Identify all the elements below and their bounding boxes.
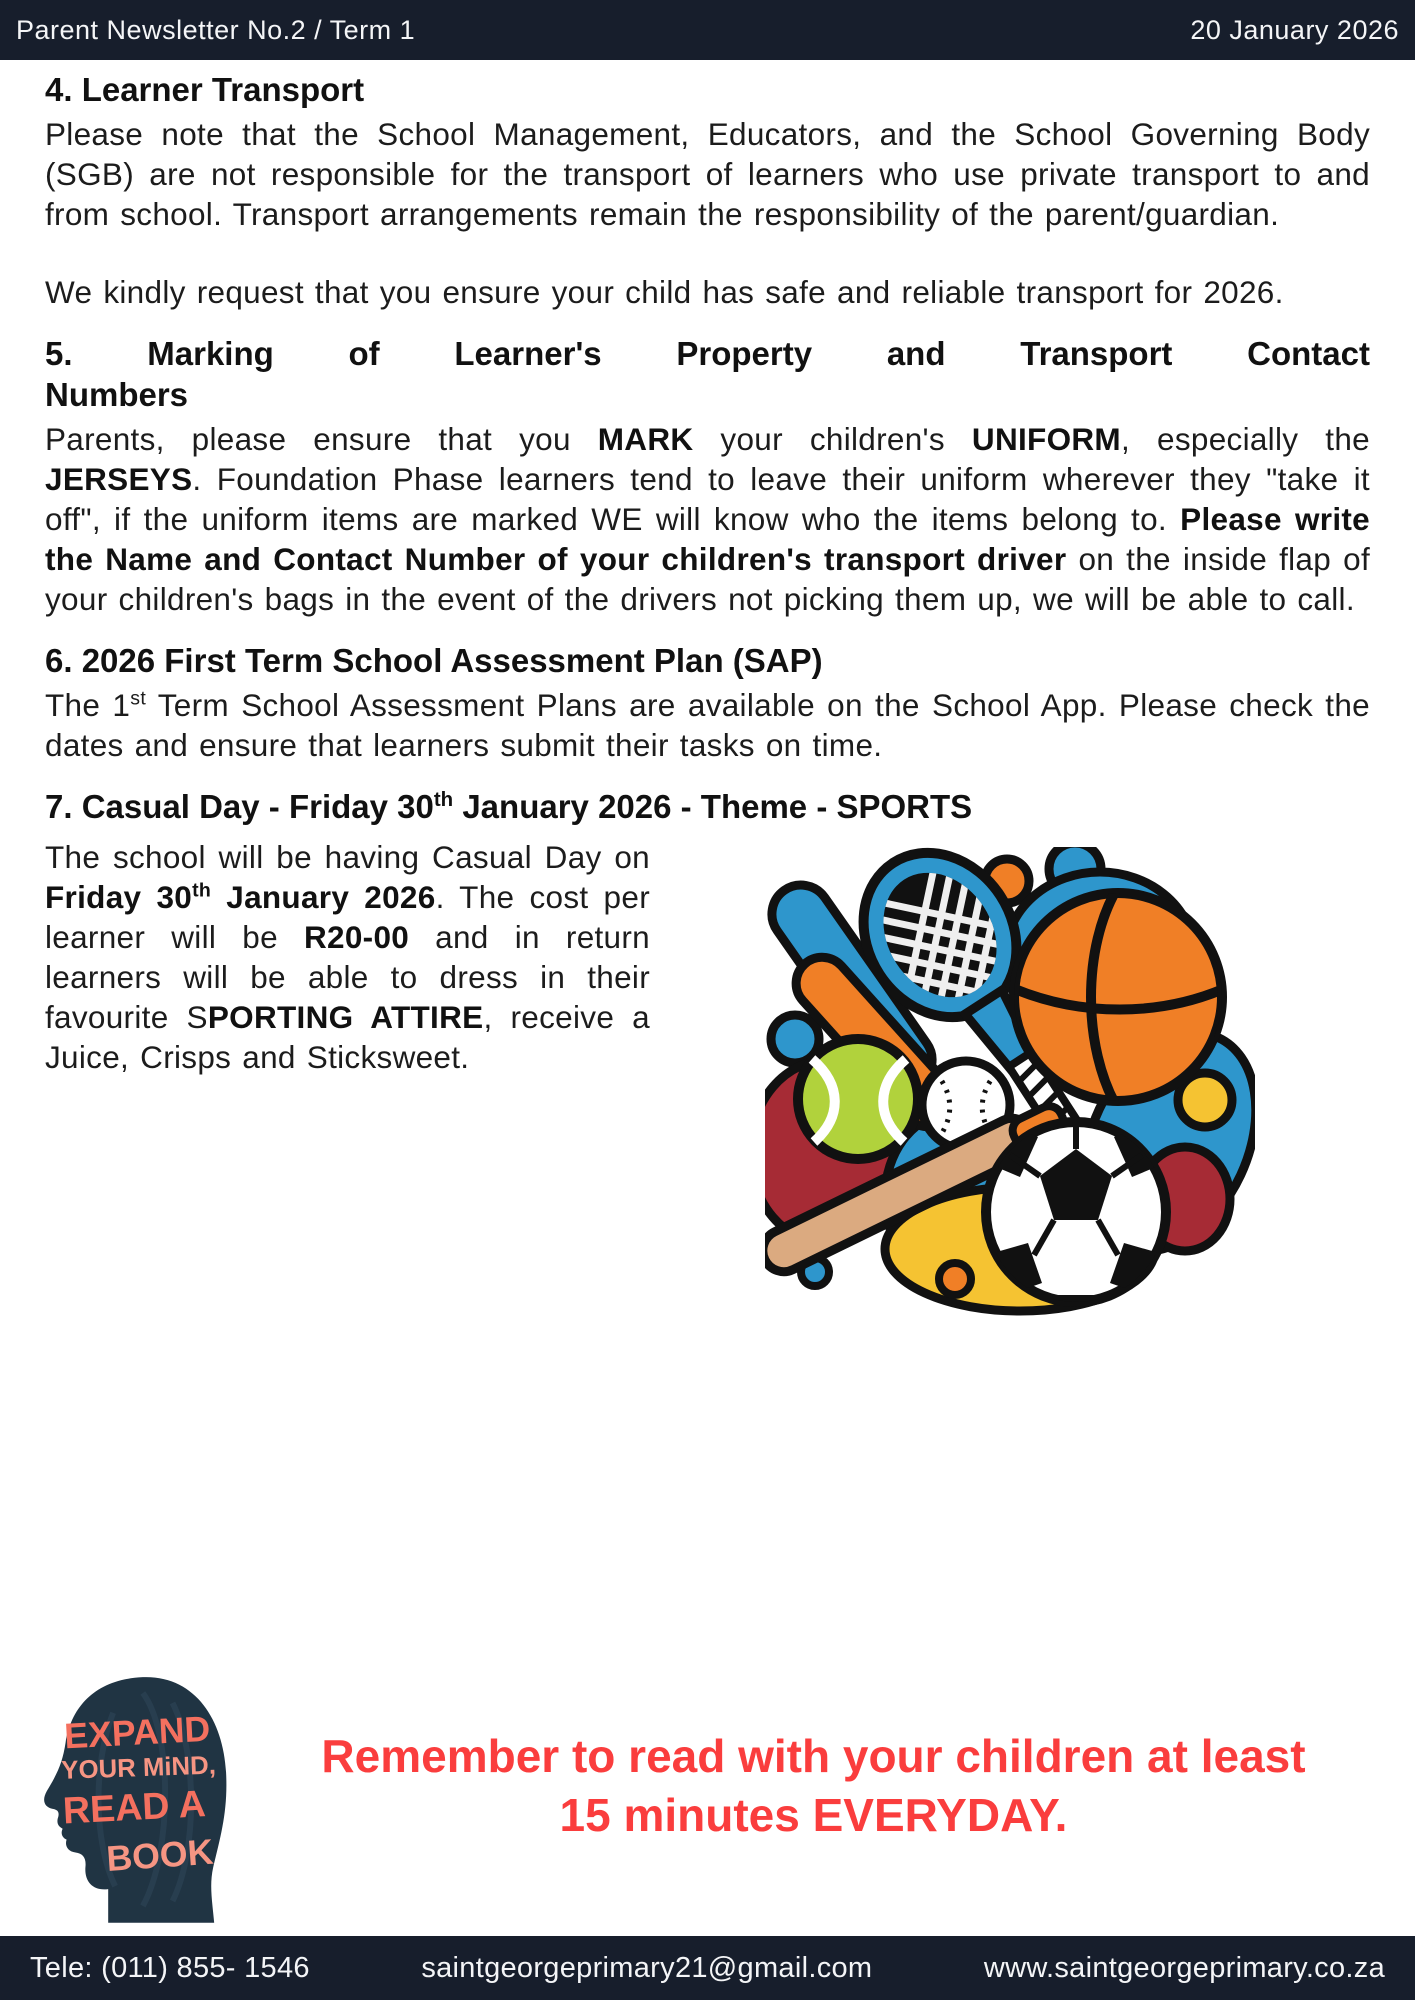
head-silhouette-svg <box>24 1673 232 1923</box>
paragraph: The 1st Term School Assessment Plans are available on the School App. Please check the dates and ensure that learners submit their tasks on time. <box>45 687 1370 763</box>
head-word-1: EXPAND <box>63 1708 212 1757</box>
tennis-ball-icon <box>798 1039 918 1159</box>
newsletter-title: Parent Newsletter No.2 / Term 1 <box>16 14 416 45</box>
newsletter-date: 20 January 2026 <box>1190 14 1399 45</box>
head-word-2: YOUR MiND, <box>60 1751 217 1785</box>
footer-website: www.saintgeorgeprimary.co.za <box>983 1951 1385 1984</box>
head-word-3: READ A <box>61 1782 207 1832</box>
section-learner-transport <box>45 70 1370 312</box>
newsletter-body <box>0 60 1415 1317</box>
paragraph: Please note that the School Management, Educators, and the School Governing Body (SGB) are not responsible for the transport of learners who use private transport to and from school. Transport arrangements remain the responsibility of the parent/guardian. <box>45 116 1370 233</box>
section-heading: 7. Casual Day - Friday 30th January 2026 - Theme - SPORTS <box>45 788 973 825</box>
reading-reminder-text: Remember to read with your children at least 15 minutes EVERYDAY. <box>321 1729 1306 1841</box>
head-word-4: BOOK <box>105 1831 215 1880</box>
section-assessment-plan <box>45 641 1370 765</box>
footer-bar <box>0 1936 1415 2000</box>
section-heading-line2: Numbers <box>45 375 189 413</box>
reading-reminder-row <box>0 1673 1415 1936</box>
section-marking-property <box>45 334 1370 619</box>
paragraph: Parents, please ensure that you MARK your children's UNIFORM, especially the JERSEYS. Foundation Phase learners tend to leave their uniform wherever they "take it off", if the uniform items are marked WE will know who the items belong to. Please write the Name and Contact Number of your children's transport driver on the inside flap of your children's bags in the event of the drivers not picking them up, we will be able to call. <box>45 420 1371 617</box>
paragraph: The school will be having Casual Day on Friday 30th January 2026. The cost per learner will be R20-00 and in return learners will be able to dress in their favourite SPORTING ATTIRE, receive a Juice, Crisps and Sticksweet. <box>45 839 650 1076</box>
sports-collage-illustration <box>650 833 1370 1317</box>
section-heading: 6. 2026 First Term School Assessment Plan (SAP) <box>45 641 823 679</box>
paragraph: We kindly request that you ensure your child has safe and reliable transport for 2026. <box>45 274 1284 311</box>
section-casual-day <box>45 787 1370 1317</box>
read-a-book-head-graphic <box>24 1673 232 1928</box>
header-bar <box>0 0 1415 60</box>
sports-collage-svg <box>765 847 1255 1317</box>
section-heading: 4. Learner Transport <box>45 71 365 108</box>
footer-email: saintgeorgeprimary21@gmail.com <box>421 1951 873 1984</box>
section-heading: 5. Marking of Learner's Property and Transport Contact <box>45 335 1370 373</box>
footer-telephone: Tele: (011) 855- 1546 <box>30 1951 310 1984</box>
